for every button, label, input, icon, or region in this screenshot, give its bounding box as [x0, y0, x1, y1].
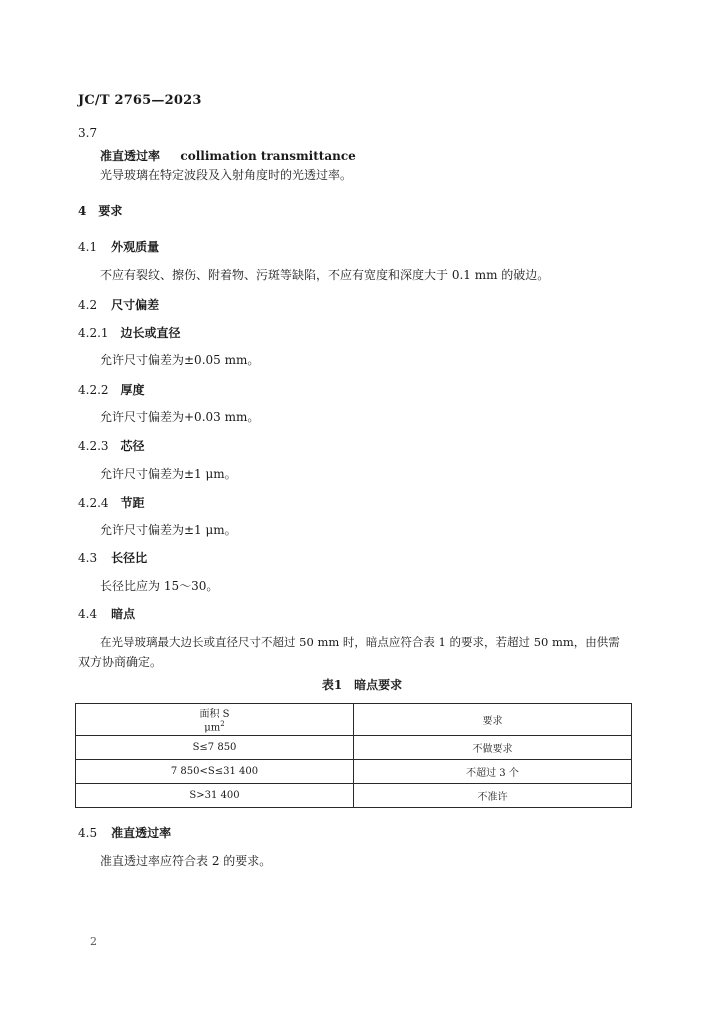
section-number: 4.2.2 [78, 383, 109, 397]
section-number: 4.3 [78, 551, 98, 565]
section-number: 4.2.1 [78, 326, 109, 340]
header-area [76, 704, 354, 736]
table-row [76, 784, 632, 808]
section-heading [78, 296, 159, 313]
section-title: 芯径 [120, 439, 145, 453]
section-number: 4.2.3 [78, 439, 109, 453]
section-number: 3.7 [78, 126, 98, 140]
section-title: 尺寸偏差 [111, 298, 160, 312]
section-number: 4.2 [78, 298, 98, 312]
unit-base: μm [204, 722, 221, 734]
section-number: 4 [78, 204, 87, 218]
paragraph-line: 双方协商确定。 [78, 655, 163, 669]
paragraph: 允许尺寸偏差为±0.05 mm。 [100, 353, 260, 367]
cell-requirement: 不做要求 [354, 736, 632, 760]
section-heading [78, 824, 171, 841]
paragraph: 允许尺寸偏差为+0.03 mm。 [100, 410, 260, 424]
table-row [76, 736, 632, 760]
header-area-label: 面积 S [199, 709, 230, 721]
section-heading [78, 437, 145, 454]
section-heading [78, 381, 145, 398]
paragraph-line: 在光导玻璃最大边长或直径尺寸不超过 50 mm 时，暗点应符合表 1 的要求，若超过 50 mm，由供需 [100, 635, 620, 649]
header-area-unit [76, 720, 353, 733]
term-definition: 光导玻璃在特定波段及入射角度时的光透过率。 [100, 168, 353, 182]
dark-spot-table [75, 703, 632, 808]
document-code: JC/T 2765—2023 [78, 93, 202, 108]
section-number: 4.5 [78, 826, 98, 840]
section-title: 节距 [120, 496, 145, 510]
paragraph: 允许尺寸偏差为±1 μm。 [100, 467, 237, 481]
table-caption: 表1 暗点要求 [321, 678, 403, 692]
section-title: 外观质量 [111, 240, 160, 254]
unit-superscript: 2 [220, 720, 225, 729]
section-heading [78, 605, 135, 622]
section-title: 边长或直径 [120, 326, 181, 340]
section-number: 4.1 [78, 240, 98, 254]
section-heading [78, 324, 181, 341]
term-title-en: collimation transmittance [180, 149, 356, 163]
header-requirement: 要求 [354, 704, 632, 736]
section-heading [78, 238, 159, 255]
section-title: 厚度 [120, 383, 145, 397]
section-title: 要求 [98, 204, 123, 218]
section-heading [78, 202, 122, 219]
table-row [76, 760, 632, 784]
section-title: 暗点 [111, 607, 136, 621]
cell-requirement: 不超过 3 个 [354, 760, 632, 784]
section-number: 4.4 [78, 607, 98, 621]
section-heading [78, 494, 145, 511]
section-heading [78, 549, 147, 566]
section-title: 准直透过率 [111, 826, 172, 840]
cell-area: 7 850<S≤31 400 [76, 760, 354, 784]
cell-requirement: 不准许 [354, 784, 632, 808]
page-number: 2 [90, 935, 97, 948]
term-title [100, 147, 356, 164]
section-title: 长径比 [111, 551, 148, 565]
table-header-row [76, 704, 632, 736]
cell-area: S>31 400 [76, 784, 354, 808]
term-title-zh: 准直透过率 [100, 149, 161, 163]
paragraph: 允许尺寸偏差为±1 μm。 [100, 523, 237, 537]
cell-area: S≤7 850 [76, 736, 354, 760]
paragraph: 长径比应为 15～30。 [100, 579, 219, 593]
paragraph: 不应有裂纹、擦伤、附着物、污斑等缺陷，不应有宽度和深度大于 0.1 mm 的破边。 [100, 268, 550, 282]
paragraph: 准直透过率应符合表 2 的要求。 [100, 854, 272, 868]
section-number: 4.2.4 [78, 496, 109, 510]
